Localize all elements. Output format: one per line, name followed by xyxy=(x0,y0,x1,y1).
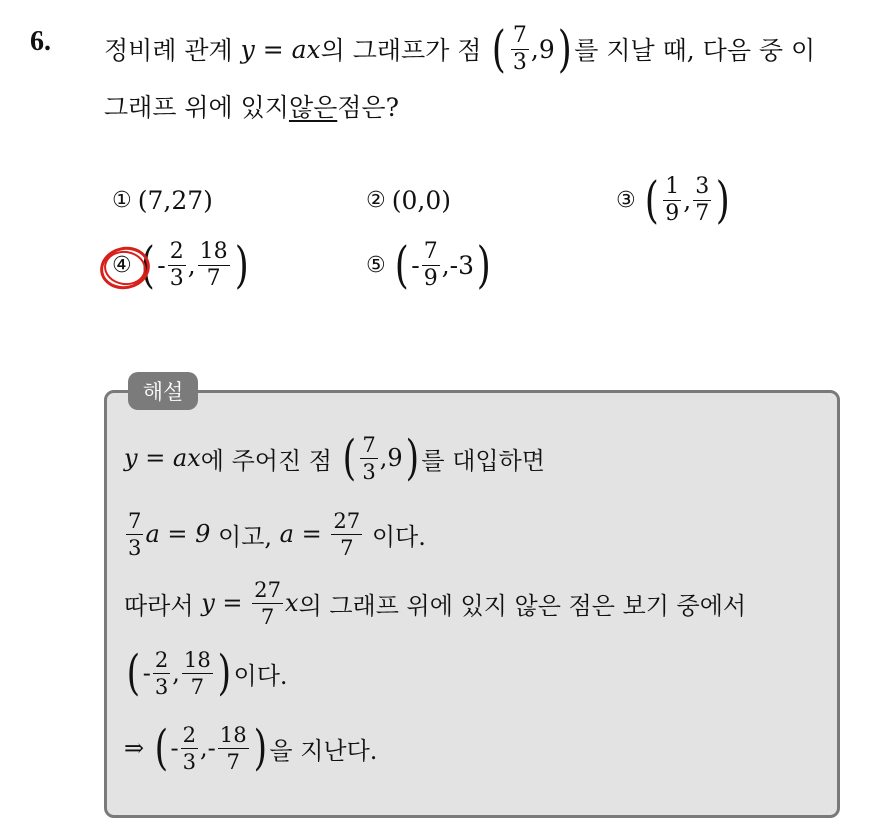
paren-open: ( xyxy=(140,236,155,294)
denominator: 7 xyxy=(206,265,221,291)
math: x xyxy=(285,589,299,617)
paren-open: ( xyxy=(154,720,168,776)
denominator: 3 xyxy=(128,534,142,560)
question-line-1 xyxy=(104,20,815,78)
choice-5[interactable] xyxy=(366,235,494,295)
question-line-2 xyxy=(104,86,399,126)
fraction xyxy=(331,508,362,560)
denominator: 3 xyxy=(362,458,376,484)
text: 를 대입하면 xyxy=(421,446,545,475)
math-eq: = xyxy=(262,34,284,64)
paren-close: ) xyxy=(476,236,491,294)
paren-close: ) xyxy=(234,236,249,294)
denominator: 9 xyxy=(423,265,438,291)
paren-open: ( xyxy=(492,20,507,78)
fraction xyxy=(511,22,529,75)
fraction xyxy=(126,508,143,560)
paren-open: ( xyxy=(126,645,141,701)
numerator: 7 xyxy=(512,22,527,48)
fraction xyxy=(182,647,213,699)
denominator: 7 xyxy=(190,673,205,699)
comma-minus: ,- xyxy=(200,734,216,762)
text: 를 지날 때, 다음 중 이 xyxy=(574,36,816,65)
choice-2[interactable] xyxy=(366,170,451,230)
point-y: ,9 xyxy=(379,444,403,472)
solution-line-1 xyxy=(124,425,545,491)
numerator: 3 xyxy=(695,173,710,199)
text: 이고, xyxy=(218,522,273,551)
math: y = ax xyxy=(124,444,201,472)
choice-text: (0,0) xyxy=(391,185,451,215)
denominator: 9 xyxy=(665,200,680,226)
denominator: 3 xyxy=(182,748,197,774)
point-y: ,9 xyxy=(530,34,555,64)
fraction xyxy=(360,432,377,484)
denominator: 7 xyxy=(340,534,354,560)
point-y: ,-3 xyxy=(441,250,475,280)
minus: - xyxy=(170,734,179,762)
numerator: 7 xyxy=(362,432,376,458)
solution-tag: 해설 xyxy=(128,372,198,410)
numerator: 7 xyxy=(128,508,142,534)
numerator: 1 xyxy=(665,173,680,199)
math: y = xyxy=(201,589,243,617)
numerator: 18 xyxy=(199,238,228,264)
fraction xyxy=(153,647,170,699)
math: a = xyxy=(279,520,322,548)
minus: - xyxy=(157,250,166,280)
paren-open: ( xyxy=(644,171,659,229)
paren-close: ) xyxy=(405,430,419,486)
paren-close: ) xyxy=(715,171,730,229)
fraction xyxy=(198,238,230,291)
choice-3[interactable]: ③ ( $\frac{1}{9}$ , $\frac{3}{7}$ ) xyxy=(616,171,730,229)
solution-line-5 xyxy=(124,715,377,781)
fraction xyxy=(422,238,440,291)
fraction xyxy=(181,722,198,774)
text: 따라서 xyxy=(124,591,194,620)
numerator: 27 xyxy=(333,508,361,534)
math-ax: ax xyxy=(291,34,321,64)
paren-close: ) xyxy=(557,20,572,78)
numerator: 18 xyxy=(183,647,211,673)
choice-1[interactable] xyxy=(112,170,213,230)
denominator: 7 xyxy=(695,200,710,226)
fraction xyxy=(693,173,711,226)
math: a = 9 xyxy=(145,520,211,548)
text: 의 그래프가 점 xyxy=(320,36,482,65)
math-y: y xyxy=(240,34,255,64)
text: 점은? xyxy=(337,93,399,122)
paren-close: ) xyxy=(253,720,267,776)
choice-text: (7,27) xyxy=(137,185,213,215)
denominator: 7 xyxy=(226,748,240,774)
solution-line-3 xyxy=(124,572,746,634)
solution-line-4: ( - $\frac{2}{3}$ , $\frac{18}{7}$ ) 이다. xyxy=(126,645,288,701)
text: 의 그래프 위에 있지 않은 점은 보기 중에서 xyxy=(298,591,747,620)
fraction xyxy=(663,173,681,226)
choice-number: ⑤ xyxy=(366,252,386,278)
solution-line-2 xyxy=(124,503,426,565)
text: 을 지난다. xyxy=(269,736,378,765)
paren-open: ( xyxy=(342,430,356,486)
fraction xyxy=(218,722,249,774)
implies-arrow: ⇒ xyxy=(124,734,145,762)
numerator: 2 xyxy=(182,722,197,748)
text: 정비례 관계 xyxy=(104,36,233,65)
underlined-text: 않은 xyxy=(288,93,338,122)
paren-open: ( xyxy=(394,236,409,294)
numerator: 2 xyxy=(154,647,169,673)
denominator: 3 xyxy=(169,265,184,291)
choice-number: ④ xyxy=(112,252,132,278)
choice-number: ② xyxy=(366,187,386,213)
text: 이다. xyxy=(371,522,426,551)
choice-4[interactable]: ④ ( - $\frac{2}{3}$ , $\frac{18}{7}$ ) xyxy=(112,236,249,294)
numerator: 18 xyxy=(219,722,247,748)
denominator: 3 xyxy=(154,673,169,699)
denominator: 7 xyxy=(260,603,275,629)
numerator: 2 xyxy=(169,238,184,264)
minus: - xyxy=(142,659,151,687)
question-number: 6. xyxy=(30,26,51,57)
text: 에 주어진 점 xyxy=(200,446,332,475)
choice-number: ① xyxy=(112,187,132,213)
minus: - xyxy=(411,250,420,280)
denominator: 3 xyxy=(512,49,527,75)
text: 이다. xyxy=(233,661,288,690)
paren-close: ) xyxy=(217,645,231,701)
fraction xyxy=(252,577,283,629)
numerator: 27 xyxy=(254,577,282,603)
text: 그래프 위에 있지 xyxy=(104,93,289,122)
numerator: 7 xyxy=(423,238,438,264)
fraction xyxy=(168,238,186,291)
choice-number: ③ xyxy=(616,187,636,213)
